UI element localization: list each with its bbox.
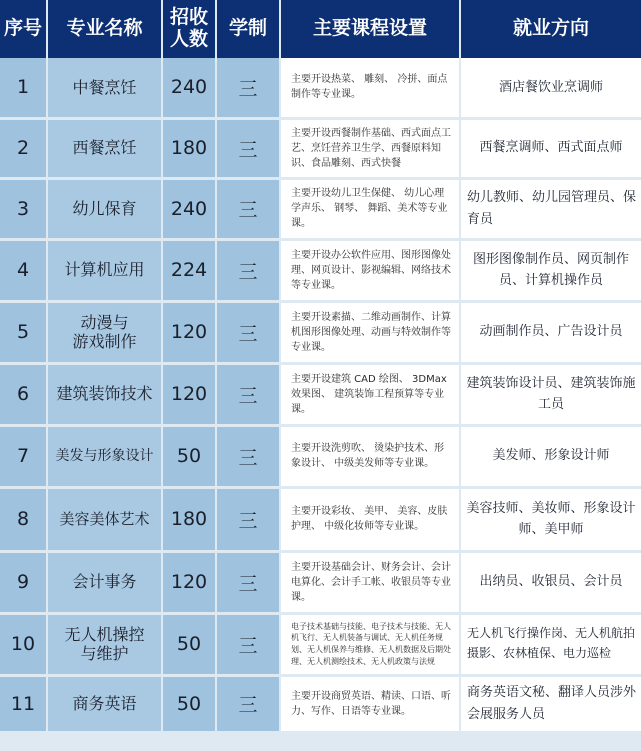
row-seq: 5 [0,301,47,363]
row-years: 三 [216,613,280,675]
row-years: 三 [216,363,280,425]
row-major-name: 美发与形象设计 [47,425,162,487]
table-row [0,613,641,675]
row-years: 三 [216,58,280,118]
row-major-name: 会计事务 [47,551,162,613]
row-years: 三 [216,487,280,551]
table-row [0,551,641,613]
row-major-name-line2: 与维护 [80,644,129,663]
row-enroll-count: 180 [162,487,216,551]
header-enroll-line2: 人数 [169,28,208,50]
row-enroll-count: 120 [162,551,216,613]
row-years: 三 [216,301,280,363]
row-major-name [47,613,162,675]
row-major-name [47,301,162,363]
row-major-name: 幼儿保育 [47,178,162,239]
row-career: 建筑装饰设计员、建筑装饰施工员 [460,363,641,425]
table-row [0,425,641,487]
table-row [0,301,641,363]
row-enroll-count: 240 [162,178,216,239]
header-years: 学制 [216,0,280,58]
table-row [0,58,641,118]
table-row [0,178,641,239]
row-courses: 主要开设办公软件应用、图形图像处理、网页设计、影视编辑、网络技术等专业课。 [280,239,460,301]
row-career: 幼儿教师、幼儿园管理员、保育员 [460,178,641,239]
row-courses: 主要开设热菜、 雕刻、 冷拼、面点制作等专业课。 [280,58,460,118]
row-enroll-count: 240 [162,58,216,118]
row-courses: 主要开设洗剪吹、 烫染护技术、形象设计、 中级美发师等专业课。 [280,425,460,487]
row-enroll-count: 50 [162,425,216,487]
row-seq: 6 [0,363,47,425]
row-major-name: 计算机应用 [47,239,162,301]
row-years: 三 [216,425,280,487]
row-enroll-count: 120 [162,363,216,425]
row-years: 三 [216,178,280,239]
row-seq: 3 [0,178,47,239]
header-name: 专业名称 [47,0,162,58]
row-major-name-line1: 动漫与 [80,312,129,332]
row-major-name: 美容美体艺术 [47,487,162,551]
header-row [0,0,641,58]
row-career: 美发师、形象设计师 [460,425,641,487]
row-seq: 10 [0,613,47,675]
row-major-name: 中餐烹饪 [47,58,162,118]
row-courses: 主要开设幼儿卫生保健、 幼儿心理学声乐、 钢琴、 舞蹈、美术等专业课。 [280,178,460,239]
row-years: 三 [216,675,280,732]
header-enroll [162,0,216,58]
row-years: 三 [216,118,280,178]
header-seq: 序号 [0,0,47,58]
row-seq: 7 [0,425,47,487]
row-courses: 主要开设基础会计、财务会计、会计电算化、会计手工帐、收银员等专业课。 [280,551,460,613]
row-courses: 主要开设西餐制作基础、西式面点工艺、烹饪营养卫生学、西餐原料知识、食品雕刻、西式快餐 [280,118,460,178]
row-major-name: 西餐烹饪 [47,118,162,178]
row-seq: 4 [0,239,47,301]
row-major-name-line2: 游戏制作 [72,332,137,351]
row-years: 三 [216,551,280,613]
row-courses: 主要开设彩妆、 美甲、 美容、皮肤护理、 中级化妆师等专业课。 [280,487,460,551]
row-seq: 9 [0,551,47,613]
row-enroll-count: 180 [162,118,216,178]
row-major-name: 建筑装饰技术 [47,363,162,425]
table-row [0,675,641,732]
row-courses: 主要开设素描、二维动画制作、计算机图形图像处理、动画与特效制作等专业课。 [280,301,460,363]
table-row [0,363,641,425]
row-courses: 主要开设建筑 CAD 绘图、 3DMax 效果图、 建筑装饰工程预算等专业课。 [280,363,460,425]
row-career: 酒店餐饮业烹调师 [460,58,641,118]
table-row [0,118,641,178]
row-enroll-count: 50 [162,675,216,732]
table-row [0,487,641,551]
row-career: 动画制作员、广告设计员 [460,301,641,363]
row-seq: 11 [0,675,47,732]
header-enroll-line1: 招收 [169,6,208,29]
row-major-name: 商务英语 [47,675,162,732]
row-career: 图形图像制作员、网页制作员、计算机操作员 [460,239,641,301]
row-courses: 主要开设商贸英语、精读、口语、听力、写作、日语等专业课。 [280,675,460,732]
header-career: 就业方向 [460,0,641,58]
row-seq: 8 [0,487,47,551]
table-row [0,239,641,301]
row-career: 美容技师、美妆师、形象设计师、美甲师 [460,487,641,551]
row-years: 三 [216,239,280,301]
row-courses: 电子技术基础与技能、电子技术与技能、无人机飞行、无人机装备与调试、无人机任务规划、无人机保养与维修、无人机数据及后期处理、无人机测绘技术、无人机政策与法规 [280,613,460,675]
row-major-name-line1: 无人机操控 [64,624,145,644]
row-career: 西餐烹调师、西式面点师 [460,118,641,178]
row-enroll-count: 224 [162,239,216,301]
header-courses: 主要课程设置 [280,0,460,58]
row-career: 商务英语文秘、翻译人员涉外会展服务人员 [460,675,641,732]
row-seq: 1 [0,58,47,118]
row-enroll-count: 120 [162,301,216,363]
row-career: 出纳员、收银员、会计员 [460,551,641,613]
row-enroll-count: 50 [162,613,216,675]
row-career: 无人机飞行操作岗、无人机航拍摄影、农林植保、电力巡检 [460,613,641,675]
row-seq: 2 [0,118,47,178]
